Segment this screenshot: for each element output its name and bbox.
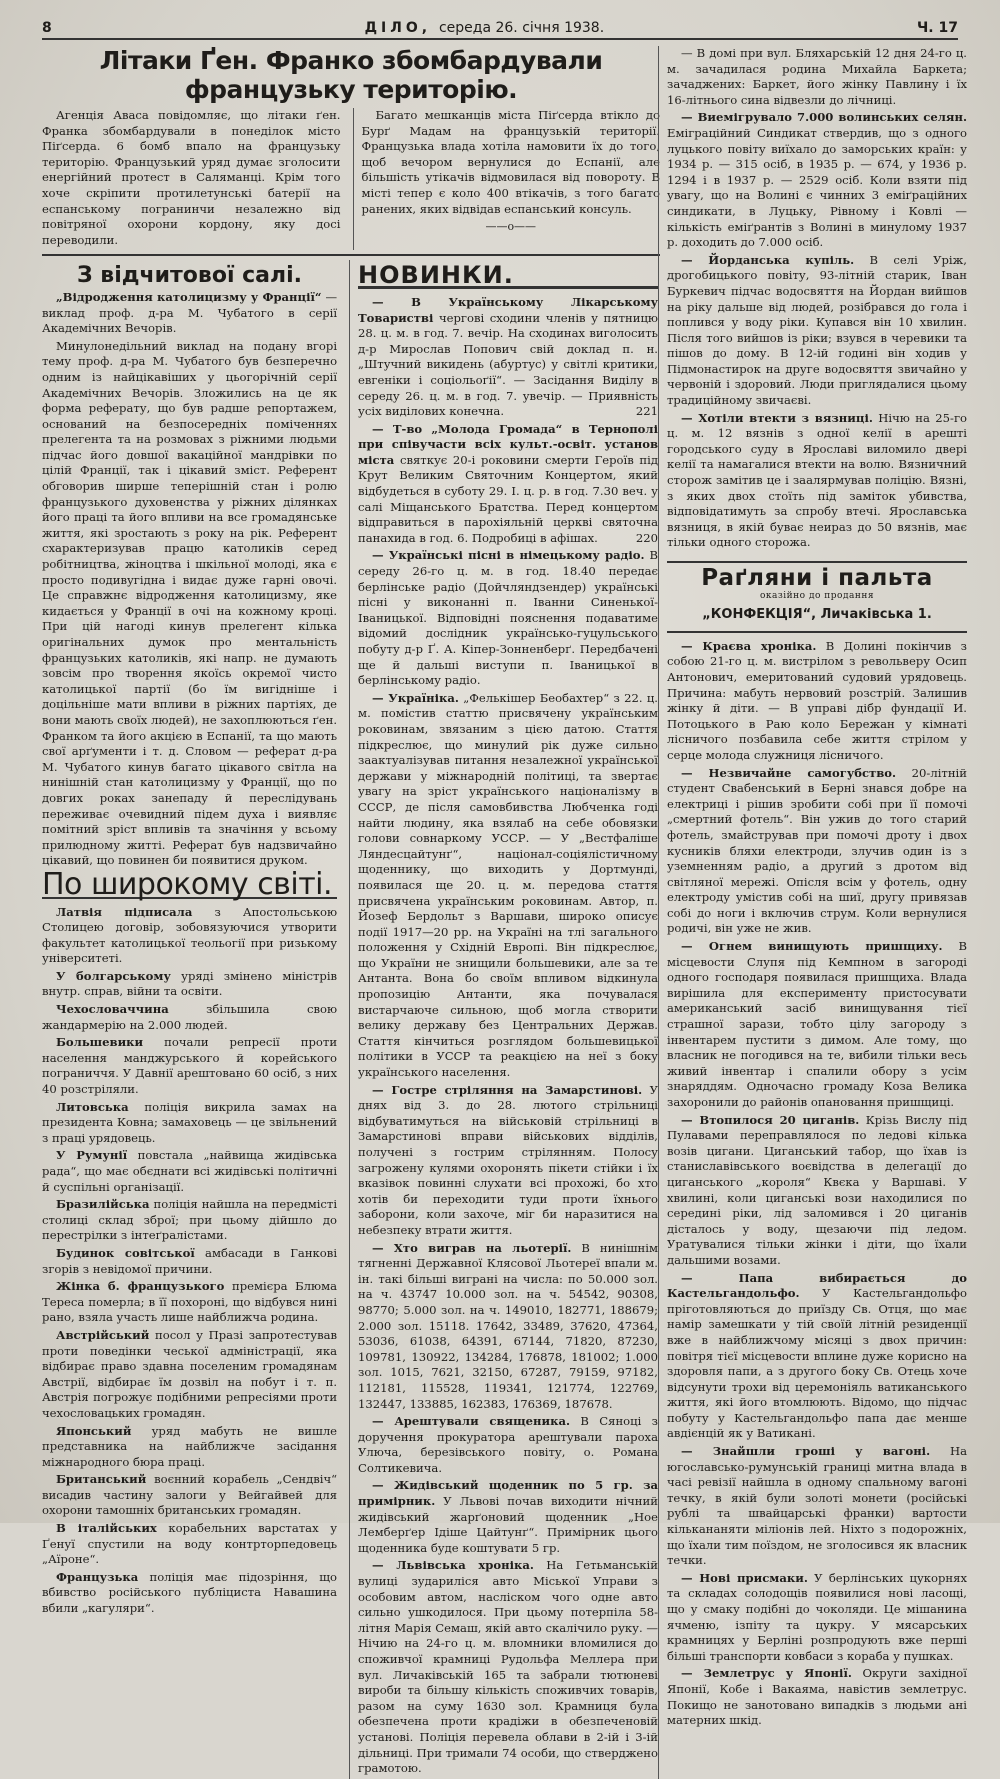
news-title: НОВИНКИ. <box>358 268 658 289</box>
world-item-text: премієра Блюма Тереса померла; в її похороні, що відбувся нині рано, взяла участь лише найближча родина. <box>42 1279 338 1325</box>
right-item-lead: — Йорданська купіль. <box>681 252 855 267</box>
news-item-text: чергові сходини членів у пятницю 28. ц. м. в год. 7. вечір. На сходинах виголосить д-р Мирослав Попович свій доклад п. н. „Штучний викидень (абуртус) у світлі критики, евгеніки і соціольоґії“. — Засідання Виділу в середу 26. ц. м. в год. 7. увечір. — Приявність усіх виділових конечна. <box>358 310 658 419</box>
world-news-list <box>42 905 337 1617</box>
news-item-lead: — Гостре стріляння на Замарстинові. <box>372 1082 643 1097</box>
world-item <box>42 1472 337 1519</box>
news-item <box>358 422 658 547</box>
right-item <box>667 639 967 764</box>
news-item <box>358 1478 658 1556</box>
news-item-text: У Львові почав виходити нічний жидівський жарґоновий щоденник „Ное Лемберґер Ідіше Цайтунґ“. Примірник цього щоденника буде коштувати 5 гр. <box>358 1494 658 1555</box>
right-item-text: — В домі при вул. Бляхарській 12 дня 24-го ц. м. зачадилася родина Михайла Баркета; зачаджених: Баркет, його жінку Павлину і їх 16-літнього сина відвезли до лічниці. <box>667 46 967 107</box>
right-item-text: У Кастельгандольфо пріготовляються до приїзду Св. Отця, що має намір замешкати у тій своїй літній резиденції вже в найближчому місяці з двох причин: повітря тієї місцевости вплине дуже корисно на здоровля папи, а з другого боку Св. Отець хоче відсунути трохи від церемоніяль ватиканського життя, які його втомлюють. Відомо, що підчас побуту у Кастельгандольфо папа дає менше авдієнцій як у Ватикані. <box>667 1286 967 1441</box>
article-signoff: ——o—— <box>485 220 537 234</box>
right-news-list <box>667 46 967 551</box>
world-item <box>42 1197 337 1244</box>
advertisement <box>667 561 967 633</box>
news-item-lead: — Т-во „Молода Громада“ в Тернополі при співучасти всіх культ.-освіт. установ міста <box>358 421 658 467</box>
right-item-text: У берлінських цукорнях та складах солодощів появилися нові ласощі, що у смаку подібні до чоколяди. Це мішанина ячменю, ізпіту та цукру. У мясарських крамницях у Берліні розпродують вже перші більші транспорти ковбаси з кораба у пушках. <box>667 1570 968 1663</box>
world-item <box>42 1035 337 1097</box>
news-item-text: В середу 26-го ц. м. в год. 18.40 передає берлінське радіо (Дойчляндзендер) українські пісні у виконанні п. Іванни Синенької-Іваницької. Відповідні пояснення подаватиме відомий дослідник українсько-гуцульського побуту д-р Ґ. А. Кіпер-Зонненберґ. Передбачені ще й дальші виступи п. Іваницької в берлінському радіо. <box>358 548 658 688</box>
world-item-lead: В італійських <box>56 1521 157 1536</box>
right-item <box>667 1271 967 1443</box>
right-item-text: Крізь Вислу під Пулавами переправлялося по ледові кілька возів цигани. Циганський табор, що їхав із станиславівського воєвідства в делегації до циганського „короля“ Квєка у Варшаві. У хвилині, коли циганські вози находилися по середині ріки, лід заломився і 20 циганів дісталось у воду, щезаючи під ледом. Уратувалися тільки жінки і діти, що їхали дальшими возами. <box>667 1112 968 1267</box>
world-item-text: амбасади в Ганкові згорів з невідомої причини. <box>42 1245 338 1276</box>
world-item-lead: Австрійський <box>56 1327 150 1342</box>
right-item <box>667 939 967 1111</box>
right-item <box>667 766 967 938</box>
world-item-text: поліція має підозріння, що вбивство російського публіциста Навашина вбили „кагуляри“. <box>42 1569 338 1616</box>
news-item-lead: — Українські пісні в німецькому радіо. <box>372 548 645 563</box>
world-item-text: воєнний корабель „Сендвіч“ висадив частину залоги у Вейгайвей для охорони тамошніх британських громадян. <box>42 1472 338 1518</box>
news-item-text: В Сяноці з доручення прокуратора арештували пароха Улюча, березівського повіту, о. Романа Солтикевича. <box>358 1414 658 1475</box>
world-item <box>42 1246 337 1277</box>
lecture-title: „Відродження католицизму у Франції“ <box>56 289 322 304</box>
right-item-lead: — Знайшли гроші у вагоні. <box>681 1444 931 1459</box>
world-item <box>42 1148 337 1195</box>
right-item-lead: — Незвичайне самогубство. <box>681 765 897 780</box>
issue-date: середа 26. січня 1938. <box>438 20 605 36</box>
right-item-text: Округи західної Японії, Кобе і Вакаяма, навістив землетрус. Покищо не занотовано випадків з людьми ані матерних шкід. <box>667 1666 967 1728</box>
news-item-text: В нинішнім тягненні Державної Клясової Льотереї впали м. ін. такі більші виграні на числа: по 50.000 зол. на ч. 43747 10.000 зол. на ч. 54542, 90308, 98770; 5.000 зол. на ч. 149010, 182771, 188679; 2.000 зол. 15118. 17642, 33489, 37620, 47364, 53036, 61038, 64391, 67144, 71820, 87230, 109781, 130922, 134284, 176878, 181002; 1.000 зол. 1015, 7621, 32150, 67287, 79159, 97182, 112181, 115528, 119341, 121774, 122769, 132447, 133885, 162383, 176369, 187678. <box>358 1240 659 1411</box>
news-item-lead: — Львівська хроніка. <box>372 1558 534 1573</box>
right-item-text: Нічю на 25-го ц. м. 12 вязнів з одної келії в арешті городського суду в Ярославі виломило двері келії та намагалися втекти на волю. Вязничний сторож замітив це і заалярмував поліцію. Вязні, з яких двох стоїть під заміток убивства, відповідатимуть за спробу втечі. Ярославська вязниця, в якій буває неираз до 50 вязнів, має тільки одного сторожа. <box>667 410 967 550</box>
right-item-lead: — Огнем винищують пришщиху. <box>681 939 943 954</box>
right-item-text: В селі Уріж, дрогобицького повіту, 93-літній старик, Іван Буркевич підчас водосвяття на Йордан вийшов на ріку дальше від людей, розібрався до гола і поплився у воду ріки. Купався він 10 хвилин. Після того вийшов із ріки; взувся в черевики та пішов до дому. В 12-ій годині він ходив у Підмонастирок на друге водосвяття звичайно у червоній і здоровий. Люди приглядалися цьому традиційному звичаєві. <box>667 252 967 408</box>
news-item-lead: — В Українському Лікарському Товаристві <box>358 294 658 325</box>
column-right <box>658 46 967 1779</box>
right-item-text: В Долині покінчив з собою 21-го ц. м. вистрілом з револьверу Осип Антонович, емеритований судовий урядовець. Причина: мабуть нервовий розстрій. Залишив жінку й діти. — В управі дібр фундації И. Потоцького в Раю коло Бережан у кімнаті лісничого позбавила себе життя стрілом у серце молода служниця лісничого. <box>667 638 967 762</box>
world-item-lead: Латвія підписала <box>56 904 193 919</box>
ad-subtitle: оказійно до продання <box>759 590 875 601</box>
right-item-text: В місцевости Слупя під Кемпном в загороді одного господаря появилася пришщиха. Влада вирішила для експерименту пристосувати американський засіб винищування тієї страшної зарази, тобто цілу загороду з інвентарем пустити з димом. Але тому, що власник не погодився на те, вибили тільки весь живий інвентар і спалили обору з усім знаряддям. Одночасно громаду Коза Велика захоронили до районів опановання пришщиці. <box>667 939 967 1109</box>
world-item-text: збільшила свою жандармерію на 2.000 людей. <box>42 1002 338 1032</box>
right-item-lead: — Виемігрувало 7.000 волинських селян. <box>681 110 967 125</box>
world-item <box>42 905 337 967</box>
world-item <box>42 969 337 1000</box>
news-item-lead: — Україніка. <box>372 690 459 705</box>
news-item <box>358 691 658 1081</box>
right-item <box>667 1666 967 1728</box>
news-item <box>358 1083 658 1239</box>
world-item <box>42 1002 337 1033</box>
news-item-text: На Гетьманській вулиці зудариліся авто Міської Управи з особовим автом, насліском чого одне авто сильно ушкодилося. При цьому потерпіла 58-літня Марія Семаш, якій авто скалічило руку. — Нічию на 24-го ц. м. вломники вломилися до споживчої крамниці Рудольфа Меллера при вул. Личаківській 165 та забрали тютюневі вироби та більшу кількість споживчих товарів, разом на суму 1630 зол. Крамниця була обезпечена проти крадіжи в обезпеченовій установі. Поліція перевела облави в 2-ій і 3-ій дільниці. При тримали 74 особи, що стверджено грамотою. <box>358 1558 658 1776</box>
news-item-lead: — Хто виграв на льотерії. <box>372 1240 572 1255</box>
world-item-lead: Большевики <box>56 1035 144 1050</box>
news-item <box>358 1241 658 1413</box>
right-item-lead: — Землетрус у Японії. <box>681 1666 852 1681</box>
right-news-list-2 <box>667 639 967 1729</box>
column-center <box>349 260 658 1778</box>
bombing-article <box>42 40 660 256</box>
world-item <box>42 1100 337 1147</box>
news-item <box>358 1414 658 1476</box>
world-item <box>42 1424 337 1471</box>
ad-title: Раґляни і пальта <box>701 565 933 591</box>
right-item <box>667 253 967 409</box>
world-item-lead: Литовська <box>56 1099 129 1114</box>
world-item <box>42 1521 337 1568</box>
news-item <box>358 548 658 688</box>
news-item-text: У днях від 3. до 28. лютого стрільниці відбуватимуться на військовій стрільниці в Замарстинові вправи військових відділів, получені з гострим стрілянням. Полосу загрожену кулями охоронять пікети стійки і їх вказівок повинні слухати всі прохожі, бо хто хотів би переходити туди проти їхнього заборони, коли захоче, міг би наразитися на небезпеку втрати життя. <box>358 1082 658 1237</box>
right-item-lead: — Нові присмаки. <box>681 1570 808 1585</box>
right-item-lead: — Краєва хроніка. <box>681 638 817 653</box>
world-item-text: почали репресії проти населення манджурського й корейського пограниччя. У Давнії арештовано 60 осіб, з них 40 розстріляли. <box>42 1035 338 1097</box>
world-item-text: поліція найшла на передмісті столиці склад зброї; при цьому дійшло до перестрілки з інтеґралістами. <box>42 1197 338 1243</box>
news-list <box>358 295 658 1777</box>
page-number: 8 <box>42 20 52 36</box>
bombing-text-left: Агенція Аваса повідомляє, що літаки ґен. Франка збомбардували в понеділок місто Піґсерда. 6 бомб впало на французьку територію. Французький уряд думає зголосити енергійний протест в Саляманці. Крім того хоче скріпити протилетунські батерії на еспанському погранинчи незалежно від повітряної охорони кордону, яку досі переводили. <box>42 108 341 247</box>
column-left <box>42 260 337 1778</box>
world-title: По широкому світі. <box>42 877 337 899</box>
right-item-lead: — Папа вибирається до Кастельгандольфо. <box>667 1270 967 1301</box>
world-item-lead: У болгарському <box>56 968 171 983</box>
news-item-ad-number: 221 <box>635 404 658 419</box>
news-item <box>358 1558 658 1776</box>
reading-hall-title: З відчитової салі. <box>77 263 303 289</box>
right-item-lead: — Хотіли втекти з вязниці. <box>681 410 873 425</box>
world-item-text: повстала „найвища жидівська рада“, що має обєднати всі жидівські політичні й суспільні організації. <box>42 1148 338 1194</box>
right-item <box>667 46 967 108</box>
news-item-text: „Фелькішер Беобахтер“ з 22. ц. м. помістив статтю присвячену українським роковинам, звязаним з цією датою. Стаття підкреслює, що минулий рік дуже сильно заактуалізував питання незалежної української держави у міжнародній політиці, та звертає увагу на зріст українського націоналізму в СССР, де після самовбивства Любченка годі найти людину, яка взялаб на себе обовязки голови совнаркому УССР. — У „Вестфаліше Ляндесцайтунґ“, націонал-соціялістичному щоденнику, що виходить у Дортмунді, появилася ще 20. ц. м. передова стаття присвячена українським роковинам. Автор, п. Йозеф Бердольт з Варшави, широко описує події 1917—20 рр. на Україні на тлі загального положення у Східній Европі. Він підкреслює, що України не знищили большевики, але за те Антанта. Вона бо своїм впливом відкинула пропозицію Антанти, яка почувалася вистарчаюче сильною, щоб могла створити велику державу без Центральних Держав. Стаття кінчиться розглядом большевицької політики в УССР та реакцією на неї з боку українського населення. <box>358 690 658 1080</box>
right-item-lead: — Втопилося 20 циганів. <box>681 1112 860 1127</box>
right-item-text: На югославсько-румунській границі митна влада в часі ревізії найшла в одному спальному вагоні течку, в якій були золоті монети (російські рублі та швайцарські франки) вартости кількананяти міліонів лей. Ніхто з подорожніх, що їхали тим поїздом, не зголосився як власник течки. <box>667 1444 967 1568</box>
page-header <box>42 0 958 40</box>
world-item <box>42 1279 337 1326</box>
lecture-subtitle: — виклад проф. д-ра М. Чубатого в серії Академічних Вечорів. <box>42 289 338 336</box>
world-item <box>42 1328 337 1422</box>
right-item <box>667 411 967 551</box>
world-item <box>42 1570 337 1617</box>
reading-hall-intro <box>42 290 337 337</box>
masthead-line <box>365 20 605 38</box>
world-item-text: уряді змінено міністрів внутр. справ, війни та освіти. <box>42 968 338 999</box>
world-item-text: корабельних варстатах у Ґенуї спустили на воду контрторпедовець „Аїроне“. <box>42 1521 338 1567</box>
bombing-headline: Літаки Ґен. Франко збомбардували французьку територію. <box>99 46 603 104</box>
right-item-text: 20-літній студент Свабенський в Берні знався добре на електриці і рішив зробити собі при її помочі „смертний фотель“. Він ужив до того старий фотель, змайстрував при помочі дроту і двох кусників бляхи електроди, злучив один із з уземненням радіо, а другий з дротом від світляної мережі. Опісля всім у фотель, одну електроду умістив собі на шиї, другу привязав собі до ноги і включив струм. Коли вернулися родичі, він уже не жив. <box>667 765 967 936</box>
world-item-text: уряд мабуть не вишле представника на найближче засідання міжнародного бюра праці. <box>42 1423 338 1469</box>
world-item-lead: Чехословаччина <box>56 1002 169 1017</box>
right-item-text: Еміграційний Синдикат ствердив, що з одного луцького повіту виїхало до заморських країн: у 1934 р. — 315 осіб, в 1935 р. — 674, у 1936 р. 1294 і в 1937 р. — 2529 осіб. Коли взяти під увагу, що на Волині є чинних 3 еміґраційних синдикати, в Луцьку, Рівному і Ковлі — кількість еміґрантів з Волині в минулому 1937 р. доходить до 7.000 осіб. <box>667 125 967 250</box>
divider <box>42 254 660 256</box>
news-item-text: святкує 20-і роковини смерти Героїв під Крут Великим Святочним Концертом, який відбудеться в суботу 29. І. ц. р. в год. 7.30 веч. у салі Міщанського Братства. Перед концертом відправиться в парохіяльній церкві святочна панахида в год. 6. Подробиці в афішах. <box>358 452 658 545</box>
world-item-lead: Бразилійська <box>56 1197 150 1212</box>
world-item-lead: Британський <box>56 1472 147 1487</box>
news-item-lead: — Арештували священика. <box>372 1414 571 1429</box>
world-item-text: поліція викрила замах на президента Ковна; замаховець — це звільнений з праці урядовець. <box>42 1099 338 1145</box>
right-item <box>667 110 967 250</box>
bombing-text-right: Багато мешканців міста Піґсерда втікло до Бурґ Мадам на французькій території. Французька влада хотіла намовити їх до того, щоб вечором вернулися до Еспанії, але більшість утікачів відмовилася від повороту. В місті тепер є коло 400 втікачів, з того багато ранених, яких відвідав еспанський консуль. <box>361 108 660 216</box>
ad-address: „КОНФЕКЦІЯ“, Личаківська 1. <box>702 607 932 623</box>
world-item-lead: Жінка б. французького <box>56 1279 225 1294</box>
right-item <box>667 1444 967 1569</box>
world-item-lead: У Румунії <box>56 1148 128 1163</box>
news-item-lead: — Жидівський щоденник по 5 гр. за примірник. <box>358 1478 658 1509</box>
world-item-lead: Японський <box>56 1423 132 1438</box>
world-item-lead: Будинок совітської <box>56 1245 195 1260</box>
world-item-text: посол у Празі запротестував проти поведінки чеської адміністрації, яка відбирає право здавна поселеним громадянам Австрії, відбирає їм дозвіл на побут і т. п. Австрія погрожує подібними репресіями проти чехословацьких громадян. <box>42 1327 338 1420</box>
right-item <box>667 1113 967 1269</box>
right-item <box>667 1571 967 1665</box>
issue-number: Ч. 17 <box>916 20 958 36</box>
news-item <box>358 295 658 420</box>
news-item-ad-number: 220 <box>635 530 658 545</box>
world-item-lead: Французька <box>56 1569 139 1584</box>
reading-hall-body: Минулонедільний виклад на подану вгорі тему проф. д-ра М. Чубатого був безперечно одним із найцікавіших у цьогорічній серії Академічних Вечорів. Зложились на це як форма реферату, що був радше репортажем, оснований на безпосередніх поміченнях прелегента та на розмовах з ріжними людьми підчас його довшої вакаційної мандрівки по цілій Франції, так і цікавий зміст. Референт обговорив ширше теперішній стан і ролю французького духовенства у ріжних ділянках його праці та його впливи на все громадянське життя, які зростають з року на рік. Референт схарактеризував працю католиків серед робітництва, жіноцтва і шкільної молоді, яка є просто подивугідна і видає дуже гарні овочі. Це справжнє відродження католицизму, яке кидається у Франції в очі на кожному кроці. При цій нагоді кинув прелегент кілька оригінальних думок про ментальність французьких католиків, які напр. не думають зовсім про творення якоїсь окремої чисто католицької партії (бо їм вигідніше і доцільніше мати впливи в ріжних партіях, де вони мають своїх людей), не захоплюються ґен. Франком та його акцією в Еспанії, та що мають свої арґументи і т. д. Словом — реферат д-ра М. Чубатого кинув багато цікавого світла на нинішній стан католицизму у Франції, що по довгих роках занепаду й переслідувань переживає очевидний підем духа і виявляє помітний зріст впливів та значіння у всьому прилюдному житті. Реферат був надзвичайно цікавий, що повинен би появитися друком. <box>42 338 338 868</box>
masthead-title: ДІЛО, <box>364 20 432 36</box>
world-item-text: з Апостольською Столицею договір, зобовязуючися утворити факультет католицької теольогії при ризькому університеті. <box>42 904 338 966</box>
